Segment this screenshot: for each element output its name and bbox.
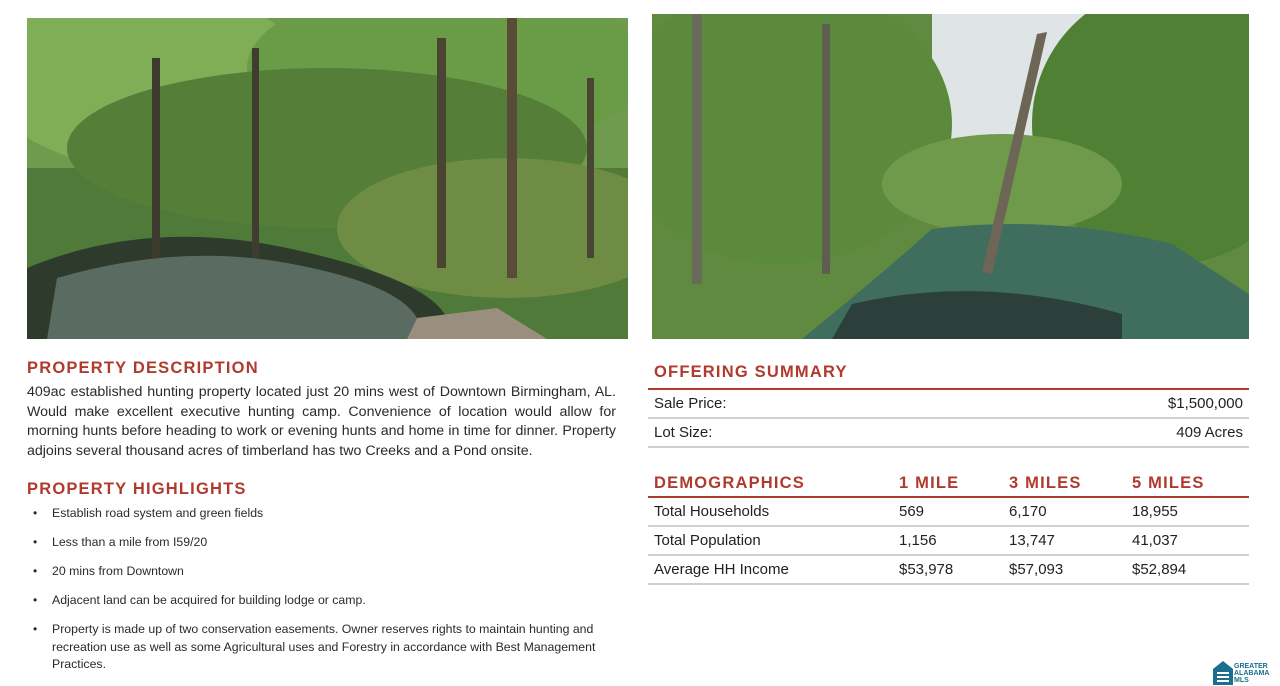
summary-value: 409 Acres (1176, 424, 1243, 441)
header-3-miles: 3 MILES (1009, 474, 1082, 492)
list-item (33, 563, 613, 581)
highlights-list (33, 505, 613, 685)
cell: $57,093 (1009, 561, 1064, 578)
bullet-dot-icon: • (33, 506, 38, 520)
table-row (648, 527, 1249, 554)
cell: $52,894 (1132, 561, 1187, 578)
logo-line: ALABAMA (1234, 670, 1270, 678)
logo-line: GREATER (1234, 663, 1268, 670)
list-item (33, 592, 613, 610)
table-row (648, 556, 1249, 583)
cell: 569 (899, 503, 925, 520)
summary-value: $1,500,000 (1167, 395, 1243, 412)
header-1-mile: 1 MILE (899, 474, 960, 492)
bullet-dot-icon: • (33, 564, 38, 578)
cell: 18,955 (1132, 503, 1178, 520)
offering-summary (648, 363, 1249, 448)
cell: 13,747 (1009, 532, 1055, 549)
table-header (648, 471, 1249, 496)
divider (648, 583, 1249, 585)
highlight-text: Adjacent land can be acquired for building lodge or camp. (52, 593, 366, 607)
row-label: Average HH Income (654, 561, 789, 578)
summary-row-sale-price (648, 390, 1249, 417)
list-item (33, 505, 613, 523)
row-label: Total Population (654, 532, 761, 549)
logo-text (1234, 663, 1269, 685)
summary-label: Lot Size: (654, 424, 713, 441)
summary-label: Sale Price: (654, 395, 727, 412)
highlight-text: 20 mins from Downtown (52, 564, 184, 578)
house-logo-icon (1212, 660, 1234, 686)
highlight-text: Property is made up of two conservation easements. Owner reserves rights to maintain hunting and recreation use as well as some Agricultural uses and Forestry in accordance with Best Management Practices. (52, 622, 596, 671)
row-label: Total Households (654, 503, 770, 520)
photo-river (652, 14, 1249, 339)
divider (648, 446, 1249, 448)
property-description-title: PROPERTY DESCRIPTION (27, 359, 259, 377)
header-demographics: DEMOGRAPHICS (654, 474, 805, 492)
bullet-dot-icon: • (33, 535, 38, 549)
offering-summary-title: OFFERING SUMMARY (654, 363, 848, 381)
table-row (648, 498, 1249, 525)
greater-alabama-mls-logo (1212, 660, 1278, 686)
list-item (33, 621, 613, 674)
cell: 1,156 (899, 532, 937, 549)
bullet-dot-icon: • (33, 593, 38, 607)
summary-row-lot-size (648, 419, 1249, 446)
cell: 6,170 (1009, 503, 1047, 520)
property-description-text: 409ac established hunting property located just 20 mins west of Downtown Birmingham, AL. Would make excellent executive hunting camp. Convenience of location would allow for morning hunts before heading to work or evening hunts and home in time for dinner. Property adjoins several thousand acres of timberland has two Creeks and a Pond onsite. (27, 384, 616, 459)
cell: $53,978 (899, 561, 954, 578)
photo-creek-forest (27, 18, 628, 339)
list-item (33, 534, 613, 552)
bullet-dot-icon: • (33, 622, 38, 636)
logo-line: MLS (1234, 677, 1249, 685)
cell: 41,037 (1132, 532, 1178, 549)
highlight-text: Less than a mile from I59/20 (52, 535, 208, 549)
highlight-text: Establish road system and green fields (52, 506, 264, 520)
demographics-table (648, 471, 1249, 585)
property-highlights-title: PROPERTY HIGHLIGHTS (27, 480, 247, 498)
header-5-miles: 5 MILES (1132, 474, 1205, 492)
